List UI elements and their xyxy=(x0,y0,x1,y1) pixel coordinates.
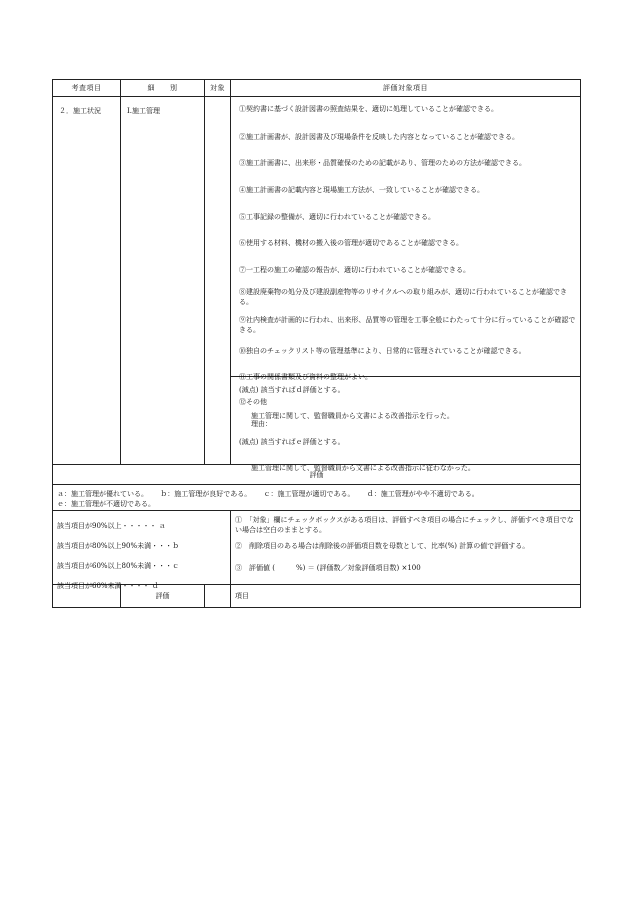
evaluation-title: 評価 xyxy=(53,465,580,485)
eval-item: ④施工計画書の記載内容と現場施工方法が、一致していることが確認できる。 xyxy=(239,186,484,194)
scoring-notes xyxy=(231,511,580,584)
header-target: 対象 xyxy=(205,80,231,96)
threshold-a: 該当項目が90%以上・・・・・ ａ xyxy=(57,522,166,530)
eval-item: ⑫その他 xyxy=(239,398,267,406)
eval-item: ⑨社内検査が計画的に行われ、出来形、品質等の管理を工事全般にわたって十分に行っていることが確認できる。 xyxy=(239,316,576,334)
eval-items-cell xyxy=(231,97,580,472)
footer-blank xyxy=(53,585,121,607)
eval-item: ⑤工事記録の整備が、適切に行われていることが確認できる。 xyxy=(239,213,435,221)
header-item: 考査項目 xyxy=(53,80,121,96)
grade-d: ｄ：施工管理がやや不適切である。 xyxy=(366,490,479,498)
threshold-d: 該当項目が60%未満・・・・ ｄ xyxy=(57,582,159,590)
eval-item: ③施工計画書に、出来形・品質確保のための記載があり、管理のための方法が確認できる。 xyxy=(239,159,526,167)
grade-definitions xyxy=(53,485,580,511)
threshold-c: 該当項目が60%以上80%未満・・・ｃ xyxy=(57,562,180,570)
eval-item: ②施工計画書が、設計図書及び現場条件を反映した内容となっていることが確認できる。 xyxy=(239,133,519,141)
deduction-e-text: 施工管理に関して、監督職員から文書による改善指示に従わなかった。 xyxy=(251,464,475,472)
threshold-b: 該当項目が80%以上90%未満・・・ｂ xyxy=(57,542,180,550)
scoring-section xyxy=(53,511,580,590)
deduction-e-title: (減点) 該当すればｅ評価とする。 xyxy=(239,438,345,446)
eval-item: ⑧建設廃棄物の処分及び建設副産物等のリサイクルへの取り組みが、適切に行われていることが確認できる。 xyxy=(239,288,568,306)
header-eval-items: 評価対象項目 xyxy=(383,84,428,92)
deduction-d-text: 施工管理に関して、監督職員から文書による改善指示を行った。 xyxy=(251,412,454,420)
grade-e: ｅ：施工管理が不適切である。 xyxy=(57,500,155,508)
threshold-list xyxy=(53,511,231,590)
category-cell: ２．施工状況 xyxy=(53,97,121,464)
eval-item: ⑦一工程の施工の確認の報告が、適切に行われていることが確認できる。 xyxy=(239,266,470,274)
eval-item: ⑥使用する材料、機材の搬入後の管理が適切であることが確認できる。 xyxy=(239,239,463,247)
deduction-area xyxy=(231,377,580,472)
main-section xyxy=(53,97,580,472)
grade-c: ｃ：施工管理が適切である。 xyxy=(263,490,355,498)
table-header xyxy=(53,80,580,97)
detail-cell: Ⅰ.施工管理 xyxy=(121,97,205,464)
footer-item-label: 項目 xyxy=(235,592,249,600)
header-detail: 細 別 xyxy=(121,80,205,96)
evaluation-sheet xyxy=(52,79,581,608)
footer-target-blank xyxy=(205,585,231,607)
grade-b: ｂ：施工管理が良好である。 xyxy=(160,490,252,498)
footer-eval-label: 評価 xyxy=(121,585,205,607)
note-2: ② 削除項目のある場合は削除後の評価項目数を母数として、比率(%) 計算の値で評価する。 xyxy=(235,542,530,550)
grade-a: ａ：施工管理が優れている。 xyxy=(57,490,148,498)
footer-row xyxy=(53,585,580,607)
eval-item: ⑪工事の関係書類及び資料の整理がよい。 xyxy=(239,373,372,381)
deduction-d-title: (減点) 該当すればｄ評価とする。 xyxy=(239,386,345,394)
target-cell xyxy=(205,97,231,464)
eval-item: ①契約書に基づく設計図書の照査結果を、適切に処理していることが確認できる。 xyxy=(239,105,498,113)
eval-item: ⑩独自のチェックリスト等の管理基準により、日常的に管理されていることが確認できる。 xyxy=(239,347,526,355)
eval-item-reason: 理由： xyxy=(251,420,272,428)
note-3: ③ 評価値 ( %) ＝ (評価数／対象評価項目数) ×100 xyxy=(235,564,421,572)
note-1: ① 「対象」欄にチェックボックスがある項目は、評価すべき項目の場合にチェックし、評価すべき項目でない場合は空白のままとする。 xyxy=(235,516,574,534)
